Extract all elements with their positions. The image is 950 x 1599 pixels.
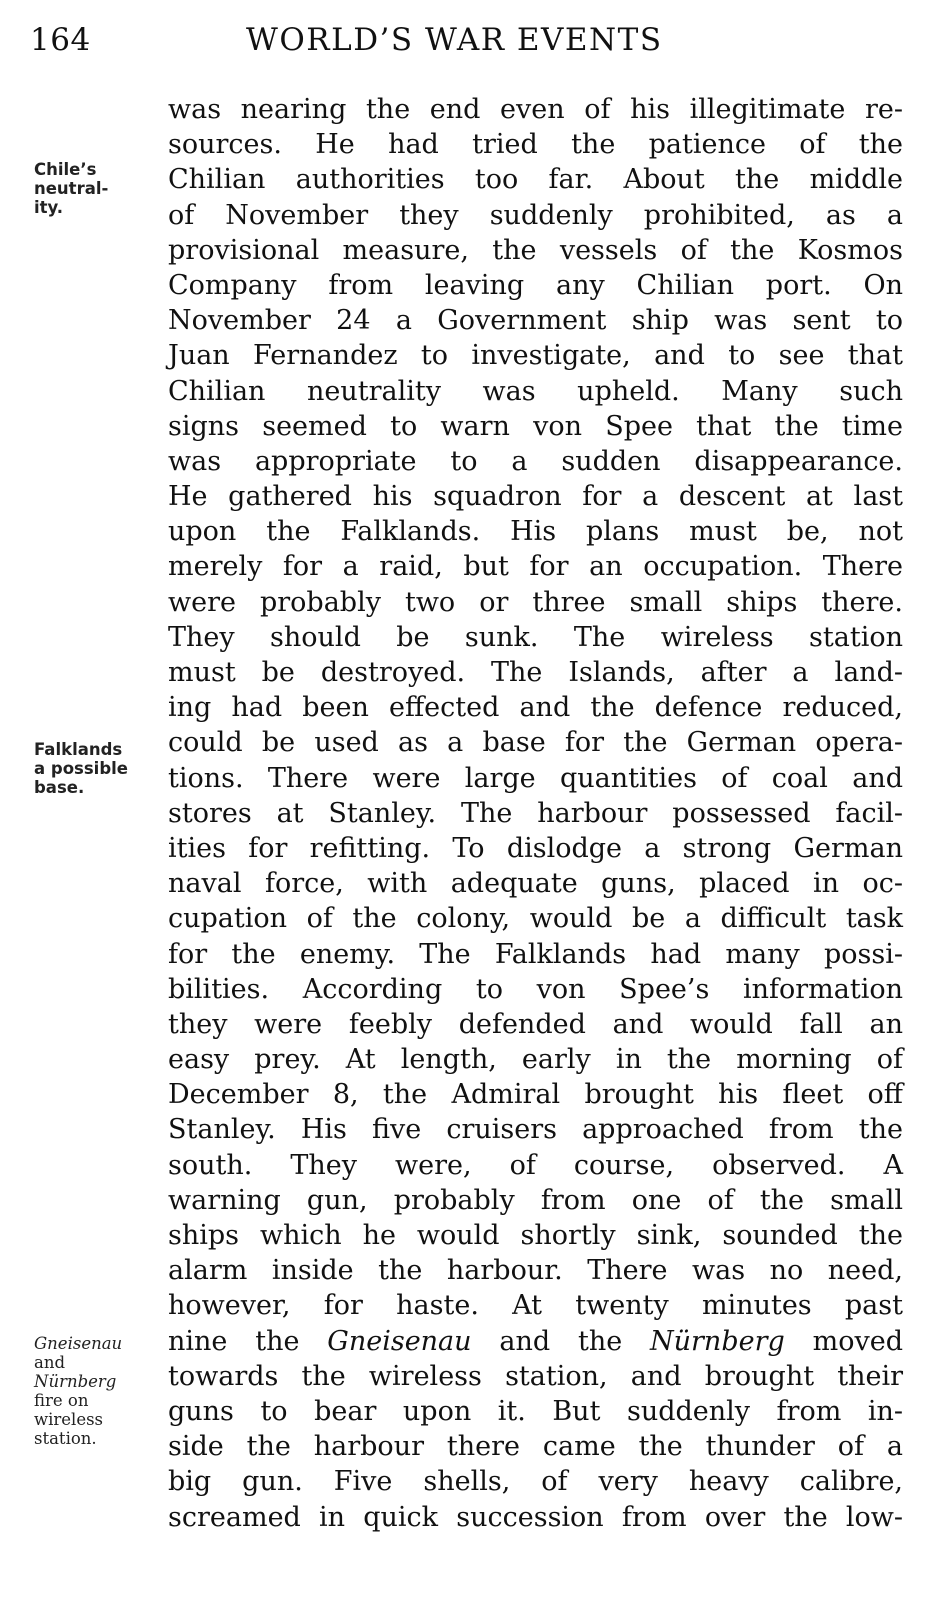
margin-note-line: Chile’s <box>34 160 97 179</box>
text-fragment: moved <box>784 1325 903 1357</box>
text-line: signs seemed to warn von Spee that the time <box>168 410 903 442</box>
text-line: merely for a raid, but for an occupation. There <box>168 551 903 583</box>
text-line: was nearing the end even of his illegitimate re- <box>168 94 903 125</box>
body-text <box>168 92 903 1535</box>
text-line: Chilian neutrality was upheld. Many such <box>168 375 903 407</box>
margin-note-line: wireless <box>34 1410 104 1429</box>
text-line: big gun. Five shells, of very heavy calibre, <box>168 1466 903 1498</box>
running-title: WORLD’S WAR EVENTS <box>246 22 663 58</box>
text-line: however, for haste. At twenty minutes past <box>168 1290 903 1322</box>
text-line: must be destroyed. The Islands, after a land- <box>168 657 903 688</box>
text-line: December 8, the Admiral brought his fleet off <box>168 1079 903 1111</box>
margin-note-line: Nürnberg <box>34 1372 117 1391</box>
text-line: were probably two or three small ships there. <box>168 586 903 618</box>
text-line: ships which he would shortly sink, sounded the <box>168 1220 903 1251</box>
margin-note-line: neutral- <box>34 179 109 198</box>
text-line: Juan Fernandez to investigate, and to see that <box>168 340 903 372</box>
margin-note-line: Gneisenau <box>34 1334 123 1353</box>
text-line: sources. He had tried the patience of the <box>168 129 903 161</box>
text-line: south. They were, of course, observed. A <box>168 1149 903 1181</box>
text-line: ities for refitting. To dislodge a strong German <box>168 832 903 864</box>
margin-note-line: station. <box>34 1429 97 1448</box>
ship-name-nurnberg: Nürnberg <box>650 1325 785 1357</box>
text-line: upon the Falklands. His plans must be, not <box>168 516 903 548</box>
text-line: towards the wireless station, and brought their <box>168 1360 903 1392</box>
text-line: screamed in quick succession from over the low- <box>168 1501 903 1533</box>
text-line: Company from leaving any Chilian port. On <box>168 269 903 301</box>
text-line: Chilian authorities too far. About the middle <box>168 164 903 196</box>
text-line: He gathered his squadron for a descent at last <box>168 481 903 513</box>
text-line: stores at Stanley. The harbour possessed facil- <box>168 797 903 829</box>
text-line: of November they suddenly prohibited, as a <box>168 199 903 231</box>
text-line: They should be sunk. The wireless station <box>168 621 903 653</box>
margin-note-falklands-base <box>34 740 128 797</box>
margin-note-line: and <box>34 1353 66 1372</box>
text-line: alarm inside the harbour. There was no need, <box>168 1255 903 1287</box>
text-line: provisional measure, the vessels of the Kosmos <box>168 234 903 266</box>
margin-note-line: base. <box>34 778 85 797</box>
text-line: tions. There were large quantities of coal and <box>168 762 903 794</box>
text-line: November 24 a Government ship was sent to <box>168 305 903 337</box>
margin-note-line: fire on <box>34 1391 89 1410</box>
text-line: easy prey. At length, early in the morning of <box>168 1044 903 1076</box>
text-line: for the enemy. The Falklands had many possi- <box>168 938 903 970</box>
text-line: they were feebly defended and would fall an <box>168 1008 903 1040</box>
text-line: ing had been effected and the defence reduced, <box>168 692 903 724</box>
text-line: Stanley. His five cruisers approached from the <box>168 1114 903 1146</box>
text-line: was appropriate to a sudden disappearance. <box>168 445 903 477</box>
page-number: 164 <box>30 22 91 58</box>
margin-note-line: a possible <box>34 759 128 778</box>
text-line: guns to bear upon it. But suddenly from in- <box>168 1395 903 1427</box>
text-line-ship-names <box>168 1324 903 1359</box>
margin-note-chile-neutrality <box>34 160 108 217</box>
text-line: bilities. According to von Spee’s information <box>168 973 903 1005</box>
text-line: cupation of the colony, would be a difficult task <box>168 903 903 935</box>
margin-note-gneisenau-nurnberg <box>34 1334 122 1448</box>
text-line: side the harbour there came the thunder of a <box>168 1431 903 1463</box>
text-fragment: and the <box>471 1325 651 1357</box>
text-line: warning gun, probably from one of the small <box>168 1184 903 1216</box>
ship-name-gneisenau: Gneisenau <box>327 1325 472 1357</box>
margin-note-line: Falklands <box>34 740 123 759</box>
text-fragment: nine the <box>168 1325 328 1357</box>
margin-note-line: ity. <box>34 198 64 217</box>
margin-notes <box>30 0 165 1599</box>
text-line: could be used as a base for the German opera- <box>168 727 903 759</box>
text-line: naval force, with adequate guns, placed in oc- <box>168 868 903 900</box>
